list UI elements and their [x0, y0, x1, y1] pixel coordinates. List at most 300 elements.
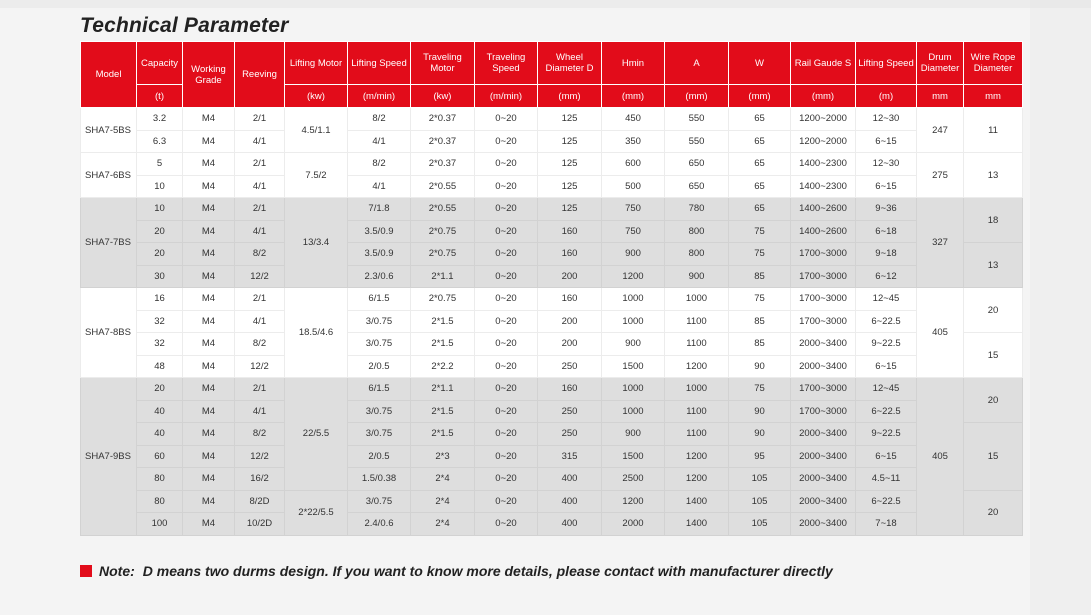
cell-rail-gauge: 1700~3000: [791, 288, 856, 311]
header-wheel-diameter: Wheel Diameter D: [538, 42, 602, 85]
cell-traveling-speed: 0~20: [475, 445, 538, 468]
cell-hmin: 1200: [602, 490, 665, 513]
cell-capacity: 40: [137, 400, 183, 423]
cell-lifting-speed-2: 12~30: [856, 108, 917, 131]
cell-traveling-speed: 0~20: [475, 490, 538, 513]
cell-working-grade: M4: [183, 423, 235, 446]
cell-traveling-motor: 2*2.2: [411, 355, 475, 378]
cell-rail-gauge: 1400~2300: [791, 153, 856, 176]
cell-hmin: 750: [602, 198, 665, 221]
table-row: [81, 108, 1023, 131]
cell-lifting-speed: 8/2: [348, 108, 411, 131]
cell-w: 85: [729, 333, 791, 356]
cell-wheel-diameter: 160: [538, 288, 602, 311]
cell-capacity: 16: [137, 288, 183, 311]
unit-lifting-motor: (kw): [285, 85, 348, 108]
cell-traveling-motor: 2*4: [411, 513, 475, 536]
header-traveling-motor: Traveling Motor: [411, 42, 475, 85]
cell-working-grade: M4: [183, 400, 235, 423]
cell-lifting-motor: 2*22/5.5: [285, 490, 348, 535]
cell-traveling-motor: 2*1.5: [411, 423, 475, 446]
cell-reeving: 12/2: [235, 445, 285, 468]
cell-a: 1200: [665, 468, 729, 491]
cell-a: 1100: [665, 333, 729, 356]
unit-wheel-diameter: (mm): [538, 85, 602, 108]
cell-wheel-diameter: 125: [538, 175, 602, 198]
cell-reeving: 4/1: [235, 130, 285, 153]
cell-hmin: 900: [602, 333, 665, 356]
cell-drum-diameter: 327: [917, 198, 964, 288]
cell-lifting-speed-2: 12~30: [856, 153, 917, 176]
cell-lifting-speed-2: 9~18: [856, 243, 917, 266]
cell-w: 105: [729, 468, 791, 491]
unit-traveling-motor: (kw): [411, 85, 475, 108]
table-row: [81, 153, 1023, 176]
cell-reeving: 8/2: [235, 333, 285, 356]
cell-rail-gauge: 2000~3400: [791, 490, 856, 513]
unit-lifting-speed: (m/min): [348, 85, 411, 108]
header-hmin: Hmin: [602, 42, 665, 85]
cell-hmin: 2000: [602, 513, 665, 536]
cell-lifting-speed: 3/0.75: [348, 333, 411, 356]
cell-traveling-speed: 0~20: [475, 153, 538, 176]
unit-a: (mm): [665, 85, 729, 108]
cell-traveling-speed: 0~20: [475, 243, 538, 266]
cell-wheel-diameter: 160: [538, 243, 602, 266]
cell-drum-diameter: 275: [917, 153, 964, 198]
page-title: Technical Parameter: [80, 14, 289, 37]
cell-hmin: 350: [602, 130, 665, 153]
cell-wheel-diameter: 200: [538, 310, 602, 333]
cell-w: 105: [729, 513, 791, 536]
unit-wire-rope-diameter: mm: [964, 85, 1023, 108]
cell-capacity: 5: [137, 153, 183, 176]
cell-wheel-diameter: 400: [538, 468, 602, 491]
cell-lifting-speed: 3.5/0.9: [348, 243, 411, 266]
cell-a: 780: [665, 198, 729, 221]
cell-lifting-speed-2: 6~22.5: [856, 490, 917, 513]
cell-w: 65: [729, 108, 791, 131]
table-row: [81, 310, 1023, 333]
cell-traveling-speed: 0~20: [475, 175, 538, 198]
cell-lifting-speed: 2/0.5: [348, 445, 411, 468]
cell-wire-rope-diameter: 15: [964, 333, 1023, 378]
cell-traveling-motor: 2*0.55: [411, 175, 475, 198]
table-row: [81, 468, 1023, 491]
cell-working-grade: M4: [183, 468, 235, 491]
cell-a: 1200: [665, 355, 729, 378]
header-capacity: Capacity: [137, 42, 183, 85]
cell-w: 75: [729, 220, 791, 243]
cell-reeving: 12/2: [235, 355, 285, 378]
header-lifting-speed: Lifting Speed: [348, 42, 411, 85]
cell-working-grade: M4: [183, 265, 235, 288]
cell-rail-gauge: 2000~3400: [791, 355, 856, 378]
cell-hmin: 1000: [602, 400, 665, 423]
cell-a: 650: [665, 153, 729, 176]
cell-w: 90: [729, 355, 791, 378]
cell-lifting-speed: 2.4/0.6: [348, 513, 411, 536]
cell-traveling-speed: 0~20: [475, 378, 538, 401]
cell-working-grade: M4: [183, 198, 235, 221]
cell-lifting-speed: 8/2: [348, 153, 411, 176]
cell-w: 85: [729, 265, 791, 288]
cell-wheel-diameter: 125: [538, 198, 602, 221]
cell-w: 65: [729, 175, 791, 198]
unit-lifting-speed-2: (m): [856, 85, 917, 108]
cell-capacity: 6.3: [137, 130, 183, 153]
cell-traveling-speed: 0~20: [475, 423, 538, 446]
cell-traveling-speed: 0~20: [475, 355, 538, 378]
cell-hmin: 1200: [602, 265, 665, 288]
table-row: [81, 243, 1023, 266]
cell-capacity: 32: [137, 333, 183, 356]
cell-rail-gauge: 2000~3400: [791, 333, 856, 356]
cell-hmin: 600: [602, 153, 665, 176]
cell-traveling-motor: 2*0.37: [411, 108, 475, 131]
cell-w: 90: [729, 423, 791, 446]
cell-lifting-speed-2: 6~18: [856, 220, 917, 243]
cell-w: 75: [729, 288, 791, 311]
cell-working-grade: M4: [183, 333, 235, 356]
cell-traveling-motor: 2*1.5: [411, 400, 475, 423]
cell-lifting-speed: 3.5/0.9: [348, 220, 411, 243]
table-row: [81, 400, 1023, 423]
cell-wheel-diameter: 250: [538, 400, 602, 423]
cell-capacity: 10: [137, 175, 183, 198]
cell-rail-gauge: 1400~2300: [791, 175, 856, 198]
cell-traveling-motor: 2*4: [411, 468, 475, 491]
cell-w: 65: [729, 130, 791, 153]
cell-reeving: 4/1: [235, 220, 285, 243]
cell-capacity: 60: [137, 445, 183, 468]
cell-reeving: 8/2D: [235, 490, 285, 513]
cell-reeving: 4/1: [235, 310, 285, 333]
cell-traveling-speed: 0~20: [475, 220, 538, 243]
cell-traveling-speed: 0~20: [475, 288, 538, 311]
cell-rail-gauge: 1700~3000: [791, 310, 856, 333]
cell-traveling-speed: 0~20: [475, 333, 538, 356]
cell-lifting-speed: 4/1: [348, 175, 411, 198]
cell-traveling-motor: 2*0.37: [411, 130, 475, 153]
cell-wheel-diameter: 400: [538, 490, 602, 513]
cell-lifting-speed: 2/0.5: [348, 355, 411, 378]
cell-w: 105: [729, 490, 791, 513]
cell-hmin: 1000: [602, 310, 665, 333]
cell-wheel-diameter: 200: [538, 265, 602, 288]
cell-hmin: 1000: [602, 378, 665, 401]
cell-lifting-speed-2: 12~45: [856, 288, 917, 311]
cell-drum-diameter: 405: [917, 288, 964, 378]
cell-wire-rope-diameter: 20: [964, 288, 1023, 333]
cell-capacity: 20: [137, 378, 183, 401]
cell-working-grade: M4: [183, 490, 235, 513]
cell-wheel-diameter: 250: [538, 423, 602, 446]
background-beam: [1030, 0, 1091, 615]
cell-lifting-speed-2: 4.5~11: [856, 468, 917, 491]
cell-lifting-speed-2: 6~15: [856, 130, 917, 153]
cell-lifting-speed: 2.3/0.6: [348, 265, 411, 288]
cell-a: 650: [665, 175, 729, 198]
cell-traveling-motor: 2*0.75: [411, 288, 475, 311]
cell-traveling-motor: 2*4: [411, 490, 475, 513]
table-row: [81, 220, 1023, 243]
cell-rail-gauge: 1700~3000: [791, 400, 856, 423]
table-row: [81, 265, 1023, 288]
cell-a: 1200: [665, 445, 729, 468]
cell-lifting-speed: 6/1.5: [348, 378, 411, 401]
cell-traveling-motor: 2*0.37: [411, 153, 475, 176]
cell-working-grade: M4: [183, 243, 235, 266]
cell-reeving: 8/2: [235, 423, 285, 446]
cell-traveling-speed: 0~20: [475, 130, 538, 153]
header-rail-gauge: Rail Gaude S: [791, 42, 856, 85]
header-wire-rope-diameter: Wire Rope Diameter: [964, 42, 1023, 85]
cell-lifting-motor: 4.5/1.1: [285, 108, 348, 153]
header-traveling-speed: Traveling Speed: [475, 42, 538, 85]
cell-a: 1100: [665, 400, 729, 423]
cell-traveling-motor: 2*0.55: [411, 198, 475, 221]
cell-traveling-motor: 2*1.5: [411, 310, 475, 333]
cell-lifting-speed-2: 6~12: [856, 265, 917, 288]
cell-capacity: 3.2: [137, 108, 183, 131]
cell-rail-gauge: 1700~3000: [791, 243, 856, 266]
note-label: Note:: [99, 563, 135, 579]
cell-traveling-speed: 0~20: [475, 400, 538, 423]
cell-capacity: 20: [137, 243, 183, 266]
cell-lifting-speed-2: 6~15: [856, 175, 917, 198]
note-marker: [80, 565, 92, 577]
cell-hmin: 1500: [602, 355, 665, 378]
cell-lifting-speed: 6/1.5: [348, 288, 411, 311]
cell-capacity: 32: [137, 310, 183, 333]
cell-rail-gauge: 1700~3000: [791, 378, 856, 401]
cell-traveling-motor: 2*0.75: [411, 243, 475, 266]
header-lifting-motor: Lifting Motor: [285, 42, 348, 85]
cell-w: 85: [729, 310, 791, 333]
header-a: A: [665, 42, 729, 85]
note: [80, 563, 833, 579]
cell-lifting-speed: 3/0.75: [348, 490, 411, 513]
cell-drum-diameter: 247: [917, 108, 964, 153]
cell-hmin: 750: [602, 220, 665, 243]
cell-wheel-diameter: 125: [538, 153, 602, 176]
cell-hmin: 1500: [602, 445, 665, 468]
cell-hmin: 1000: [602, 288, 665, 311]
cell-a: 550: [665, 108, 729, 131]
cell-lifting-speed-2: 6~22.5: [856, 310, 917, 333]
cell-working-grade: M4: [183, 153, 235, 176]
cell-wire-rope-diameter: 11: [964, 108, 1023, 153]
cell-lifting-speed: 3/0.75: [348, 423, 411, 446]
cell-reeving: 2/1: [235, 288, 285, 311]
note-text: D means two durms design. If you want to know more details, please contact with manufacturer directly: [142, 563, 833, 579]
cell-traveling-speed: 0~20: [475, 310, 538, 333]
cell-hmin: 2500: [602, 468, 665, 491]
table-row: [81, 490, 1023, 513]
cell-traveling-speed: 0~20: [475, 198, 538, 221]
cell-lifting-speed-2: 9~22.5: [856, 333, 917, 356]
header-lifting-speed-2: Lifting Speed: [856, 42, 917, 85]
table-row: [81, 333, 1023, 356]
cell-lifting-motor: 22/5.5: [285, 378, 348, 491]
header-w: W: [729, 42, 791, 85]
unit-rail-gauge: (mm): [791, 85, 856, 108]
cell-working-grade: M4: [183, 355, 235, 378]
cell-capacity: 30: [137, 265, 183, 288]
cell-working-grade: M4: [183, 378, 235, 401]
table-row: [81, 198, 1023, 221]
cell-wire-rope-diameter: 20: [964, 490, 1023, 535]
cell-a: 1400: [665, 490, 729, 513]
cell-traveling-speed: 0~20: [475, 265, 538, 288]
background-beam: [0, 0, 1091, 8]
header-model: Model: [81, 42, 137, 108]
cell-model: SHA7-5BS: [81, 108, 137, 153]
unit-traveling-speed: (m/min): [475, 85, 538, 108]
cell-a: 900: [665, 265, 729, 288]
cell-rail-gauge: 2000~3400: [791, 445, 856, 468]
cell-model: SHA7-6BS: [81, 153, 137, 198]
header-working-grade: Working Grade: [183, 42, 235, 108]
cell-rail-gauge: 2000~3400: [791, 423, 856, 446]
cell-w: 95: [729, 445, 791, 468]
cell-w: 90: [729, 400, 791, 423]
cell-a: 800: [665, 220, 729, 243]
cell-lifting-motor: 7.5/2: [285, 153, 348, 198]
cell-hmin: 500: [602, 175, 665, 198]
table-row: [81, 378, 1023, 401]
unit-w: (mm): [729, 85, 791, 108]
cell-model: SHA7-8BS: [81, 288, 137, 378]
cell-capacity: 10: [137, 198, 183, 221]
cell-traveling-motor: 2*1.1: [411, 378, 475, 401]
cell-a: 1400: [665, 513, 729, 536]
cell-a: 550: [665, 130, 729, 153]
cell-traveling-motor: 2*0.75: [411, 220, 475, 243]
cell-rail-gauge: 1400~2600: [791, 198, 856, 221]
cell-wheel-diameter: 125: [538, 108, 602, 131]
cell-reeving: 2/1: [235, 108, 285, 131]
table-row: [81, 288, 1023, 311]
cell-working-grade: M4: [183, 513, 235, 536]
cell-wire-rope-diameter: 15: [964, 423, 1023, 491]
cell-reeving: 10/2D: [235, 513, 285, 536]
table-row: [81, 513, 1023, 536]
cell-lifting-speed: 7/1.8: [348, 198, 411, 221]
cell-lifting-motor: 13/3.4: [285, 198, 348, 288]
cell-drum-diameter: 405: [917, 378, 964, 536]
cell-hmin: 900: [602, 423, 665, 446]
cell-working-grade: M4: [183, 175, 235, 198]
cell-working-grade: M4: [183, 130, 235, 153]
technical-parameter-table: [80, 41, 1023, 536]
table-row: [81, 355, 1023, 378]
cell-rail-gauge: 1200~2000: [791, 108, 856, 131]
cell-a: 1100: [665, 423, 729, 446]
cell-rail-gauge: 1700~3000: [791, 265, 856, 288]
cell-wheel-diameter: 315: [538, 445, 602, 468]
cell-capacity: 20: [137, 220, 183, 243]
cell-capacity: 40: [137, 423, 183, 446]
header-row: [81, 42, 1023, 85]
cell-reeving: 4/1: [235, 175, 285, 198]
cell-capacity: 80: [137, 468, 183, 491]
cell-lifting-speed-2: 6~15: [856, 445, 917, 468]
cell-lifting-speed-2: 12~45: [856, 378, 917, 401]
cell-hmin: 450: [602, 108, 665, 131]
cell-capacity: 80: [137, 490, 183, 513]
cell-a: 1100: [665, 310, 729, 333]
cell-rail-gauge: 2000~3400: [791, 513, 856, 536]
table-row: [81, 423, 1023, 446]
unit-hmin: (mm): [602, 85, 665, 108]
cell-working-grade: M4: [183, 288, 235, 311]
cell-wheel-diameter: 200: [538, 333, 602, 356]
cell-wheel-diameter: 125: [538, 130, 602, 153]
cell-lifting-speed: 4/1: [348, 130, 411, 153]
cell-a: 1000: [665, 378, 729, 401]
cell-reeving: 16/2: [235, 468, 285, 491]
cell-capacity: 100: [137, 513, 183, 536]
cell-a: 1000: [665, 288, 729, 311]
cell-a: 800: [665, 243, 729, 266]
table-row: [81, 445, 1023, 468]
cell-hmin: 900: [602, 243, 665, 266]
cell-capacity: 48: [137, 355, 183, 378]
cell-w: 75: [729, 243, 791, 266]
cell-model: SHA7-9BS: [81, 378, 137, 536]
cell-reeving: 2/1: [235, 153, 285, 176]
cell-working-grade: M4: [183, 310, 235, 333]
cell-lifting-speed: 3/0.75: [348, 310, 411, 333]
cell-w: 65: [729, 153, 791, 176]
cell-traveling-speed: 0~20: [475, 513, 538, 536]
cell-lifting-speed-2: 7~18: [856, 513, 917, 536]
cell-reeving: 2/1: [235, 378, 285, 401]
cell-traveling-motor: 2*1.1: [411, 265, 475, 288]
cell-working-grade: M4: [183, 445, 235, 468]
cell-wheel-diameter: 400: [538, 513, 602, 536]
cell-reeving: 4/1: [235, 400, 285, 423]
cell-wire-rope-diameter: 13: [964, 243, 1023, 288]
table-row: [81, 175, 1023, 198]
cell-reeving: 2/1: [235, 198, 285, 221]
cell-wheel-diameter: 250: [538, 355, 602, 378]
cell-wheel-diameter: 160: [538, 220, 602, 243]
cell-lifting-motor: 18.5/4.6: [285, 288, 348, 378]
cell-reeving: 8/2: [235, 243, 285, 266]
unit-capacity: (t): [137, 85, 183, 108]
cell-wheel-diameter: 160: [538, 378, 602, 401]
cell-w: 75: [729, 378, 791, 401]
cell-traveling-speed: 0~20: [475, 108, 538, 131]
table-row: [81, 130, 1023, 153]
cell-w: 65: [729, 198, 791, 221]
cell-traveling-motor: 2*3: [411, 445, 475, 468]
cell-lifting-speed-2: 9~22.5: [856, 423, 917, 446]
cell-lifting-speed-2: 9~36: [856, 198, 917, 221]
cell-traveling-motor: 2*1.5: [411, 333, 475, 356]
cell-traveling-speed: 0~20: [475, 468, 538, 491]
cell-wire-rope-diameter: 18: [964, 198, 1023, 243]
cell-model: SHA7-7BS: [81, 198, 137, 288]
cell-wire-rope-diameter: 20: [964, 378, 1023, 423]
cell-rail-gauge: 2000~3400: [791, 468, 856, 491]
header-reeving: Reeving: [235, 42, 285, 108]
cell-wire-rope-diameter: 13: [964, 153, 1023, 198]
cell-lifting-speed: 1.5/0.38: [348, 468, 411, 491]
